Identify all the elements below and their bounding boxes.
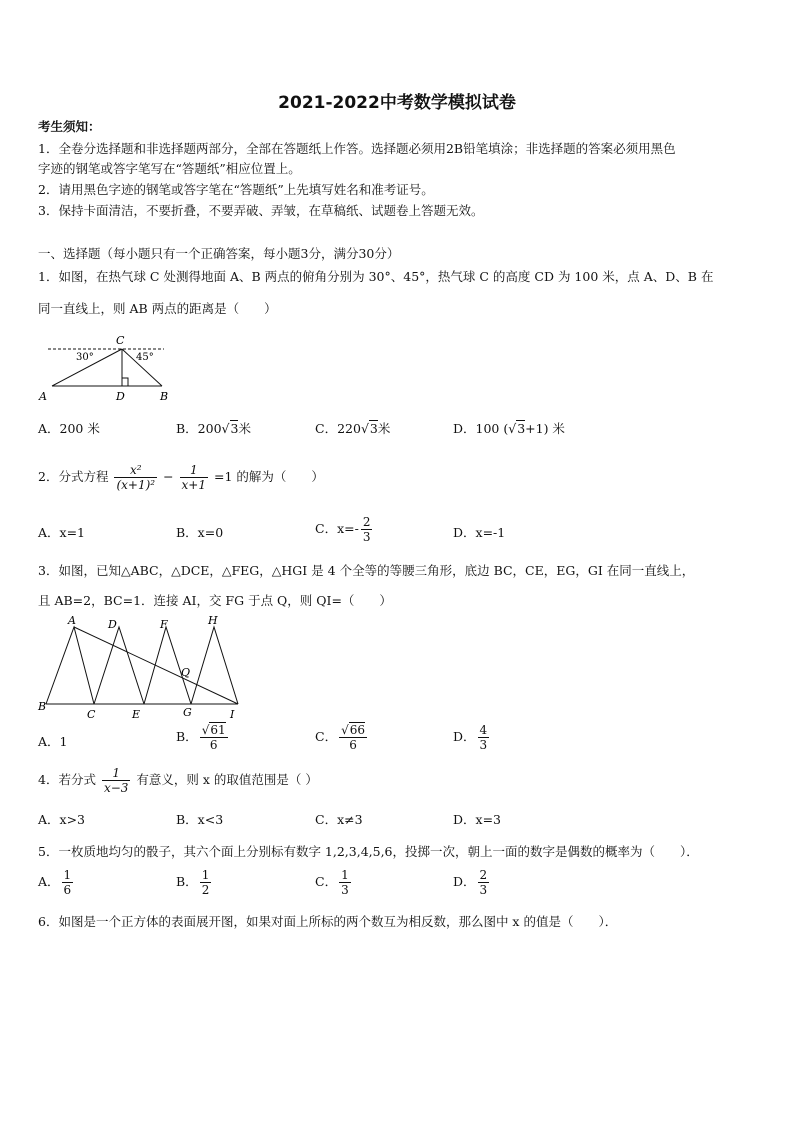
q5-option-b[interactable]: B． $\frac{1}{2}$ [176,868,210,897]
q1-figure [36,330,176,405]
q3-option-a[interactable]: A．1 [38,734,68,749]
q3-option-d[interactable]: D． $\frac{4}{3}$ [453,723,488,752]
q2-option-b[interactable]: B．x=0 [176,525,224,540]
q3-label-a: A [68,614,76,627]
q3-text-line2: 且 AB=2，BC=1．连接 AI，交 FG 于点 Q，则 QI=（ ） [38,593,392,608]
q6-text: 6．如图是一个正方体的表面展开图，如果对面上所标的两个数互为相反数，那么图中 x 的值是（ ）． [38,914,618,929]
q2-option-c[interactable]: C．x=- $\frac{2}{3}$ [315,515,371,544]
notice-item-3: 3．保持卡面清洁，不要折叠，不要弄破、弄皱，在草稿纸、试题卷上答题无效。 [38,203,484,218]
q1-option-d[interactable]: D．100 (√3+1) 米 [453,421,565,436]
q3-label-b: B [38,700,47,713]
q2-fraction-2: $\frac{1}{x+1}$ [181,463,206,492]
q2-option-a[interactable]: A．x=1 [38,525,86,540]
q2-option-d[interactable]: D．x=-1 [453,525,506,540]
notice-item-2: 2．请用黑色字迹的钢笔或答字笔在“答题纸”上先填写姓名和准考证号。 [38,182,434,197]
exam-title: 2021-2022中考数学模拟试卷 [278,93,516,113]
notice-item-1: 1．全卷分选择题和非选择题两部分，全部在答题纸上作答。选择题必须用2B铅笔填涂；非选择题的答案必须用黑色 [38,141,676,156]
q4-fraction: $\frac{1}{x-3}$ [103,766,129,795]
q5-option-d[interactable]: D． $\frac{2}{3}$ [453,868,488,897]
q4-option-d[interactable]: D．x=3 [453,812,501,827]
q3-label-f: F [160,618,168,631]
section-heading: 一、选择题（每小题只有一个正确答案，每小题3分，满分30分） [38,246,400,261]
q3-label-g: G [183,706,192,719]
q4-option-c[interactable]: C．x≠3 [315,812,363,827]
q3-label-q: Q [181,666,191,679]
q5-option-a[interactable]: A． $\frac{1}{6}$ [38,868,72,897]
q3-label-c: C [87,708,96,721]
q1-text-line1: 1．如图，在热气球 C 处测得地面 A、B 两点的俯角分别为 30°、45°，热气球 C 的高度 CD 为 100 米，点 A、D、B 在 [38,269,714,284]
q2-fraction-1: $\frac{\text{x²}}{\text{(x+1)²}}$ [116,463,156,492]
q1-label-b: B [160,390,169,403]
q3-option-c[interactable]: C． $\frac{√66}{6}$ [315,723,366,752]
q1-option-c[interactable]: C．220√3米 [315,421,391,436]
q5-option-c[interactable]: C． $\frac{1}{3}$ [315,868,349,897]
q1-text-line2: 同一直线上，则 AB 两点的距离是（ ） [38,301,277,316]
q2-text: 2．分式方程 $\frac{\text{x²}}{\text{(x+1)²}}$ − $\frac{1}{x+1}$ =1 的解为（ ） [38,463,324,492]
q4-text: 4．若分式 $\frac{1}{x-3}$ 有意义，则 x 的取值范围是（ ） [38,766,318,795]
q1-option-a[interactable]: A．200 米 [38,421,100,436]
q3-label-h: H [208,614,218,627]
q5-text: 5．一枚质地均匀的骰子，其六个面上分别标有数字 1,2,3,4,5,6，投掷一次，朝上一面的数字是偶数的概率为（ ）． [38,844,699,859]
q1-label-30: 30° [76,352,94,363]
q1-label-c: C [116,334,125,347]
notice-item-1-cont: 字迹的钢笔或答字笔写在“答题纸”相应位置上。 [38,161,301,176]
q1-option-b[interactable]: B．200√3米 [176,421,251,436]
notice-heading: 考生须知： [38,119,101,134]
q3-label-i: I [230,708,235,721]
q4-option-a[interactable]: A．x>3 [38,812,86,827]
q3-label-d: D [108,618,117,631]
q3-label-e: E [132,708,141,721]
q3-figure [36,614,241,722]
q1-label-a: A [39,390,47,403]
q4-option-b[interactable]: B．x<3 [176,812,224,827]
q1-label-d: D [116,390,125,403]
q3-option-b[interactable]: B． $\frac{√61}{6}$ [176,723,226,752]
q1-label-45: 45° [136,352,154,363]
q3-text-line1: 3．如图，已知△ABC，△DCE，△FEG，△HGI 是 4 个全等的等腰三角形，底边 BC，CE，EG，GI 在同一直线上， [38,563,695,578]
